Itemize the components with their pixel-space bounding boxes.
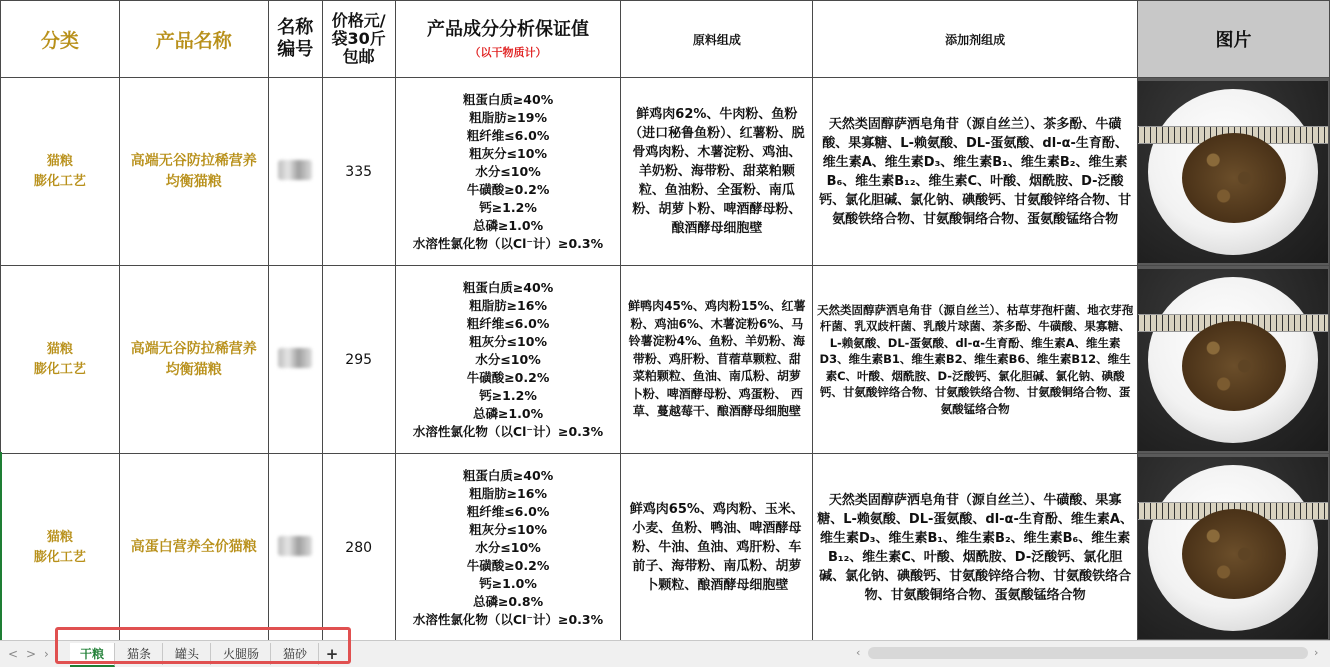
cell-analysis[interactable]: 粗蛋白质≥40% 粗脂肪≥16% 粗纤维≤6.0% 粗灰分≤10% 水分≤10% 牛磺酸≥0.2% 钙≥1.2% 总磷≥1.0% 水溶性氯化物（以Cl⁻计）≥0.3% [395, 266, 621, 454]
cell-name[interactable]: 高端无谷防拉稀营养均衡猫粮 [119, 266, 268, 454]
cell-category[interactable]: 猫粮 膨化工艺 [1, 78, 120, 266]
blurred-code [278, 348, 312, 368]
header-analysis-title: 产品成分分析保证值 [427, 18, 590, 40]
table-row [1, 454, 1330, 641]
tab-last-button[interactable]: › [44, 647, 49, 661]
blurred-code [278, 160, 312, 180]
cell-additives[interactable]: 天然类固醇萨洒皂角苷（源自丝兰）、枯草芽孢杆菌、地衣芽孢杆菌、乳双歧杆菌、乳酸片球菌、茶多酚、牛磺酸、果寡糖、L-赖氨酸、DL-蛋氨酸、dl-α-生育酚、维生素A、维生素D3、维生素B1、维生素B2、维生素B6、维生素B12、维生素C、叶酸、烟酰胺、D-泛酸钙、氯化胆碱、氯化钠、碘酸钙、甘氨酸锌络合物、甘氨酸铁络合物、甘氨酸铜络合物、蛋氨酸锰络合物 [813, 266, 1138, 454]
header-code[interactable]: 名称编号 [268, 1, 322, 78]
cell-category[interactable]: 猫粮 膨化工艺 [1, 266, 120, 454]
header-materials[interactable]: 原料组成 [621, 1, 813, 78]
cell-photo[interactable] [1137, 266, 1329, 454]
scroll-right-icon[interactable]: › [1314, 646, 1319, 659]
tab-next-button[interactable]: > [26, 647, 37, 661]
header-image[interactable]: 图片 [1137, 1, 1329, 78]
cell-photo[interactable] [1137, 78, 1329, 266]
cat-food-photo [1138, 81, 1328, 263]
header-category[interactable]: 分类 [1, 1, 120, 78]
cell-additives[interactable]: 天然类固醇萨洒皂角苷（源自丝兰）、茶多酚、牛磺酸、果寡糖、L-赖氨酸、DL-蛋氨酸、dl-α-生育酚、维生素A、维生素D₃、维生素B₁、维生素B₂、维生素B₆、维生素B₁₂、维生素C、叶酸、烟酰胺、D-泛酸钙、氯化胆碱、氯化钠、碘酸钙、甘氨酸锌络合物、甘氨酸铁络合物、甘氨酸铜络合物、蛋氨酸锰络合物 [813, 78, 1138, 266]
cell-code[interactable] [268, 266, 322, 454]
table-row [1, 266, 1330, 454]
header-analysis[interactable] [395, 1, 621, 78]
tab-prev-button[interactable]: < [8, 647, 19, 661]
cell-analysis[interactable]: 粗蛋白质≥40% 粗脂肪≥19% 粗纤维≤6.0% 粗灰分≤10% 水分≤10% 牛磺酸≥0.2% 钙≥1.2% 总磷≥1.0% 水溶性氯化物（以Cl⁻计）≥0.3% [395, 78, 621, 266]
tab-highlight-box [55, 627, 351, 664]
cell-code[interactable] [268, 78, 322, 266]
cell-name[interactable]: 高端无谷防拉稀营养均衡猫粮 [119, 78, 268, 266]
blurred-code [278, 536, 312, 556]
cell-additives[interactable]: 天然类固醇萨洒皂角苷（源自丝兰）、牛磺酸、果寡糖、L-赖氨酸、DL-蛋氨酸、dl-α-生育酚、维生素A、维生素D₃、维生素B₁、维生素B₂、维生素B₆、维生素B₁₂、维生素C、叶酸、烟酰胺、D-泛酸钙、氯化胆碱、氯化钠、碘酸钙、甘氨酸锌络合物、甘氨酸铁络合物、甘氨酸铜络合物、蛋氨酸锰络合物 [813, 454, 1138, 641]
cell-materials[interactable]: 鲜鸭肉45%、鸡肉粉15%、红薯粉、鸡油6%、木薯淀粉6%、马铃薯淀粉4%、鱼粉、羊奶粉、海带粉、鸡肝粉、苜蓿草颗粒、甜菜粕颗粒、鱼油、南瓜粉、胡萝卜粉、啤酒酵母粉、鸡蛋粉、 西草、蔓越莓干、酿酒酵母细胞壁 [621, 266, 813, 454]
scroll-left-icon[interactable]: ‹ [856, 646, 861, 659]
header-row [1, 1, 1330, 78]
cat-food-photo [1138, 457, 1328, 639]
selection-edge [0, 452, 2, 640]
cell-analysis[interactable]: 粗蛋白质≥40% 粗脂肪≥16% 粗纤维≤6.0% 粗灰分≤10% 水分≤10% 牛磺酸≥0.2% 钙≥1.0% 总磷≥0.8% 水溶性氯化物（以Cl⁻计）≥0.3% [395, 454, 621, 641]
cell-price[interactable]: 335 [322, 78, 395, 266]
tab-cat-strips[interactable]: 猫条 [116, 643, 163, 665]
table-row [1, 78, 1330, 266]
header-name[interactable]: 产品名称 [119, 1, 268, 78]
header-analysis-note: （以干物质计） [469, 45, 547, 59]
tab-canned[interactable]: 罐头 [164, 643, 211, 665]
add-sheet-button[interactable]: + [325, 645, 339, 663]
header-price[interactable]: 价格元/袋30斤包邮 [322, 1, 395, 78]
cell-materials[interactable]: 鲜鸡肉65%、鸡肉粉、玉米、小麦、鱼粉、鸭油、啤酒酵母粉、牛油、鱼油、鸡肝粉、车前子、海带粉、南瓜粉、胡萝卜颗粒、酿酒酵母细胞壁 [621, 454, 813, 641]
header-additives[interactable]: 添加剂组成 [813, 1, 1138, 78]
tab-cat-litter[interactable]: 猫砂 [272, 643, 319, 665]
cell-name[interactable]: 高蛋白营养全价猫粮 [119, 454, 268, 641]
cell-photo[interactable] [1137, 454, 1329, 641]
cell-price[interactable]: 280 [322, 454, 395, 641]
tab-sausage[interactable]: 火腿肠 [212, 643, 271, 665]
cell-code[interactable] [268, 454, 322, 641]
cell-materials[interactable]: 鲜鸡肉62%、牛肉粉、鱼粉（进口秘鲁鱼粉）、红薯粉、脱骨鸡肉粉、木薯淀粉、鸡油、羊奶粉、海带粉、甜菜粕颗粒、鱼油粉、全蛋粉、南瓜粉、胡萝卜粉、啤酒酵母粉、酿酒酵母细胞壁 [621, 78, 813, 266]
cat-food-photo [1138, 269, 1328, 451]
tab-dry-food[interactable]: 干粮 [70, 643, 115, 667]
cell-price[interactable]: 295 [322, 266, 395, 454]
horizontal-scrollbar[interactable] [868, 647, 1308, 659]
cell-category[interactable]: 猫粮 膨化工艺 [1, 454, 120, 641]
